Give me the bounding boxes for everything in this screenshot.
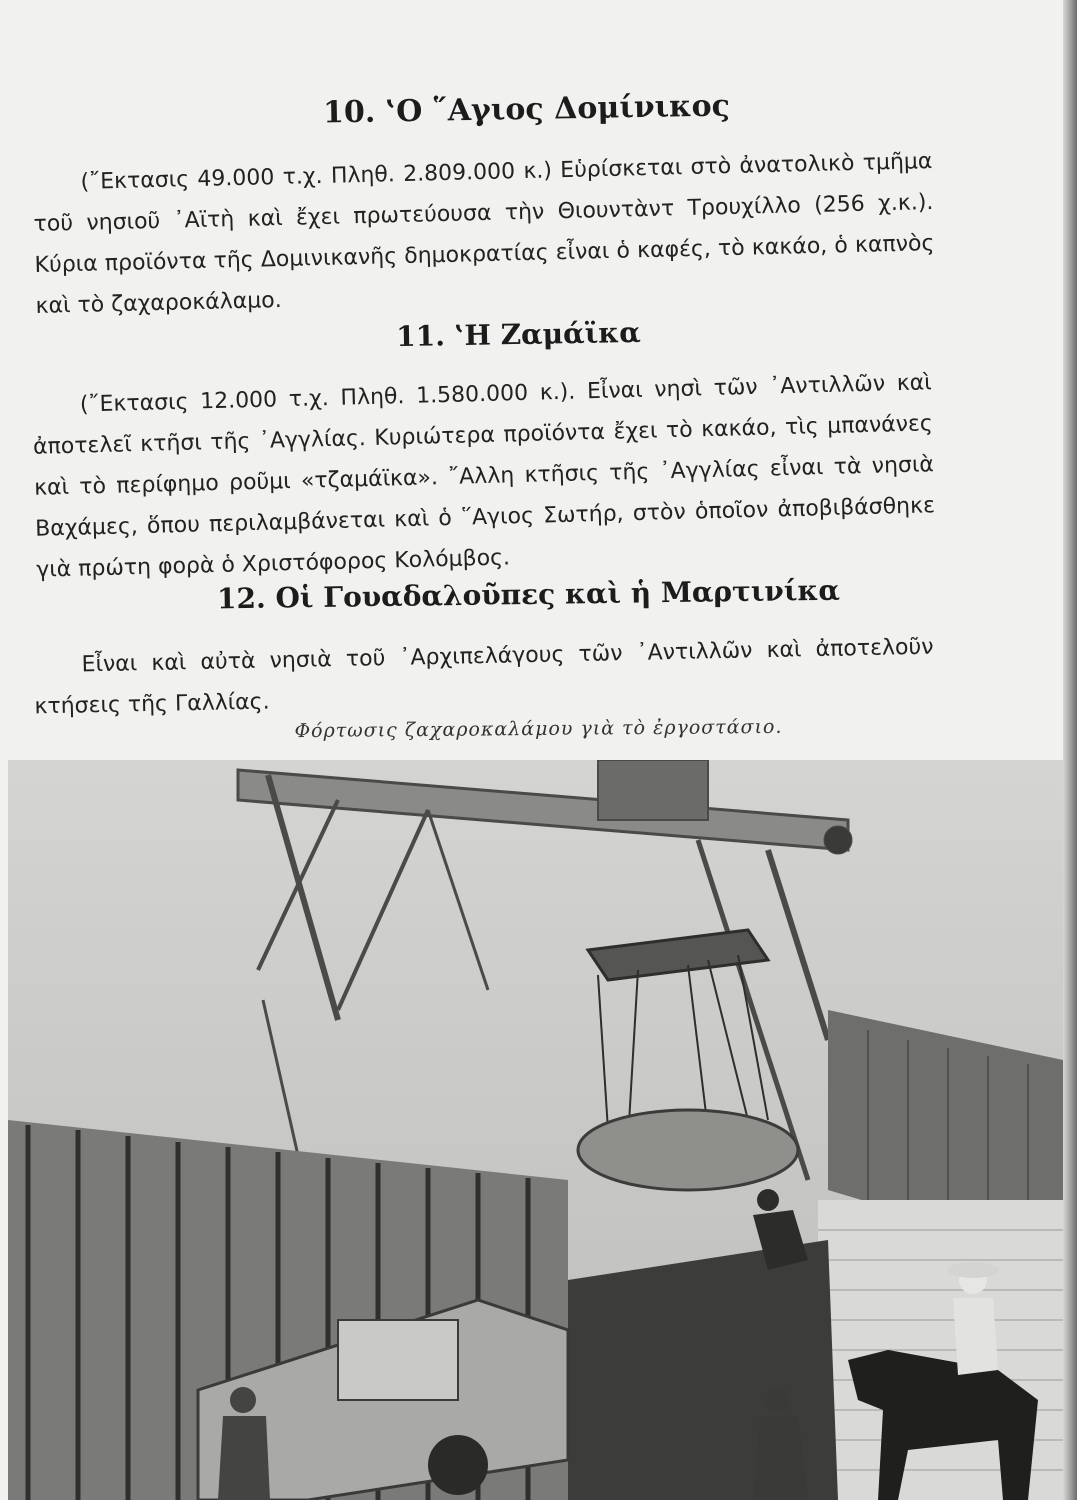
section-text-dominican: (῎Εκτασις 49.000 τ.χ. Πληθ. 2.809.000 κ.) Εὑρίσκεται στὸ ἀνατολικὸ τμῆμα τοῦ νησιοῦ ᾿Αϊτὴ καὶ ἔχει πρωτεύουσα τὴν Θιουντὰντ Τρουχίλλο (256 χ.κ.). Κύρια προϊόντα τῆς Δομινικανῆς δημοκρατίας εἶναι ὁ καφές, τὸ κακάο, ὁ καπνὸς καὶ τὸ ζαχαροκάλαμο. (33, 149, 935, 319)
sugarcane-loading-photo (8, 760, 1063, 1500)
photo-caption: Φόρτωσις ζαχαροκαλάμου γιὰ τὸ ἐργοστάσιο. (294, 715, 783, 743)
section-title-guadeloupe-martinique: 12. Οἱ Γουαδαλοῦπες καὶ ἡ Μαρτινίκα (216, 573, 841, 616)
section-text-guadeloupe-martinique: Εἶναι καὶ αὐτὰ νησιὰ τοῦ ᾿Αρχιπελάγους τῶν ᾿Αντιλλῶν καὶ ἀποτελοῦν κτήσεις τῆς Γαλλίας. (34, 634, 934, 720)
section-title-dominican: 10. ‛Ο ῞Αγιος Δομίνικος (322, 88, 731, 131)
section-title-jamaica: 11. ‛Η Ζαμάϊκα (395, 315, 642, 354)
cane-bundle (578, 1110, 798, 1190)
page-edge (1063, 0, 1077, 1500)
section-text-jamaica: (῎Εκτασις 12.000 τ.χ. Πληθ. 1.580.000 κ.). Εἶναι νησὶ τῶν ᾿Αντιλλῶν καὶ ἀποτελεῖ κτῆσι τῆς ᾿Αγγλίας. Κυριώτερα προϊόντα ἔχει τὸ κακάο, τὶς μπανάνες καὶ τὸ περίφημο ροῦμι «τζαμάϊκα». ῎Αλλη κτῆσις τῆς ᾿Αγγλίας εἶναι τὰ νησιὰ Βαχάμες, ὅπου περιλαμβάνεται καὶ ὁ ῞Αγιος Σωτήρ, στὸν ὁποῖον ἀποβιβάσθηκε γιὰ πρώτη φορὰ ὁ Χριστόφορος Κολόμβος. (32, 370, 936, 583)
sugarcane-loading-illustration (8, 760, 1063, 1500)
